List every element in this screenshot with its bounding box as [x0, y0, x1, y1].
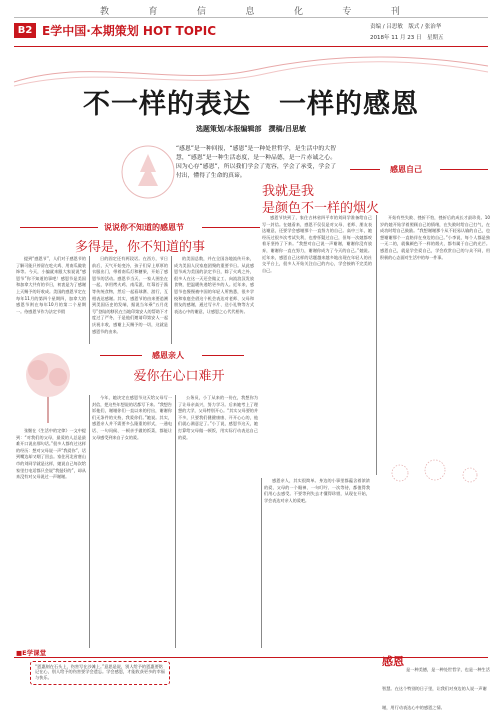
banner-chars: [100, 4, 400, 17]
banner-char: 育: [148, 7, 158, 17]
article-column: 公务员，小丁从来的一份在，我想你为了让母亲高兴，努力学习。后来她考上了理想的大学，父母特别开心。“其实父母要的并不多，只要我们健健康康、开开心心的，他们就心满意足了。”小丁说，感恩节这天，她打算给父母做一顿饭，用实际行动表达自己的爱。: [178, 395, 258, 440]
footer-quote-box: [30, 661, 170, 685]
banner-char: 信: [196, 7, 206, 17]
mid-kicker-text: 感恩亲人: [152, 351, 184, 360]
section-title: E学中国·本期策划 HOT TOPIC: [42, 24, 216, 38]
banner-char: 息: [245, 7, 255, 17]
article-column: 感恩节快到了，家住吉林省四平市的刘同学准备给自己写一封信。在她看来，感恩不仅仅是对父母、老师、朋友表达谢意，还要学会感谢那个一直努力的自己。高中三年，她经历过很多次考试失利，也曾怀疑过自己，但每一次她都咬着牙坚持了下来。“我想对自己说一声谢谢，谢谢你没有放弃，谢谢你一直在努力，谢谢你成为了今天的自己。”她说。近年来，感恩自己这样的话题越来越多地出现在年轻人的社交平台上，很多人开始关注自己的内心，学会接纳不完美的自己。: [262, 215, 372, 273]
tree-illustration-icon: [18, 345, 78, 425]
article-column: 感恩亲人，其实很简单。身边的小事里都蕴含着浓浓的爱，父母的一个眼神、一句叮咛、一次等待，都值得我们用心去感受。不要等到失去才懂得珍惜，从现在开始，学会表达对亲人的爱吧。: [264, 478, 370, 503]
date-line: 2018年 11 月 23 日 星期五: [370, 35, 444, 41]
footer-tip-text: 是一种美德，是一种处世哲学，也是一种生活智慧。在这个特别的日子里，让我们对身边的人说一声谢谢，用行动表达心中的感恩之情。: [382, 667, 490, 710]
right-kicker-text: 感恩自己: [390, 165, 422, 174]
page-title: 不一样的表达 一样的感恩: [83, 89, 419, 120]
banner-char: 刊: [390, 7, 400, 17]
left-kicker-text: 说说你不知道的感恩节: [104, 223, 184, 232]
article-column: 张继在《生活中的定律》一文中提到：“对我们的父母，最爱的人总是最难开口说出那句话。”很多人都有过这样的经历：想对父母说一声“我爱你”，话到嘴边却又咽了回去。家住河北省唐山市的刘同学就是这样，她说自己每次给家里打电话都只会说“我挺好的”，却从来没有对父母说过一声谢谢。: [16, 428, 86, 480]
article-column: 日的固定还有两段话。在西方，节日前后，天气开始变冷，孩子们穿上厚厚的衣服出门，带着南瓜灯和糖果，开始了感恩节的活动。感恩节当天，一家人围坐在一起，享用烤火鸡、南瓜派、红莓苔子酱等传统食物，然后一起看球赛、游行，互相表达感谢。其实，感恩节的由来要追溯到美国历史的发端，据说当年乘“五月花号”登陆的移民在当地印第安人的帮助下才度过了严冬，于是他们邀请印第安人一起庆祝丰收，感谢上天赐予的一切，这就是感恩节的由来。: [92, 256, 168, 334]
decorative-bubbles-icon: [380, 458, 490, 488]
footer-tag: ■E学课堂: [16, 649, 47, 657]
footer-quote: “恩惠刻在石头上，伤害写在沙滩上。”意思是说，别人给予的恩惠要铭记在心，别人给予的伤害要学会遗忘。学会感恩，才能收获更多的幸福与快乐。: [35, 664, 165, 680]
edition-line: 责编 / 吕思敏 版式 / 张治华: [370, 24, 442, 30]
section-code-badge: B2: [14, 23, 36, 38]
intro-paragraph: “感恩”是一种回报，“感恩”是一种处世哲学，是生活中的大智慧，“感恩”是一种生活态度，是一种品德，是一片赤诚之心。因为心存“感恩”，所以我们学会了宽容，学会了承受，学会了付出，懂得了生命的真谛。: [176, 146, 336, 179]
banner-char: 化: [293, 7, 303, 17]
banner-char: 专: [342, 7, 352, 17]
footer-tip: [382, 655, 490, 710]
mid-headline: 爱你在心口难开: [133, 369, 225, 384]
article-column: 开始有些失败、挫折不怕，挫折后的成长才最珍贵。10岁的她开始学着照顾自己的情绪，在失败时给自己打气，在成功时给自己鼓励。“我想谢谢那个从不轻易认输的自己，也想谢谢那个一直陪伴在身边的自己。”小李说，每个人都是独一无二的，就像颜色不一样的烟火，都有属于自己的光芒。感恩自己，就是学会爱自己，学会欣赏自己的与众不同，用积极的心态面对生活中的每一件事。: [380, 215, 490, 260]
banner-top-rule: [14, 17, 488, 18]
banner-char: 教: [100, 7, 110, 17]
right-headline-1: 我就是我: [262, 184, 315, 199]
article-column: 的美国总数，并在全国各地流传开来，成为美国人民家庭团聚的重要节日。从此感恩节成为美国的法定节日，除了火鸡之外，很多人在这一天还会做义工、向流浪汉发放食物，把温暖传递给更多的人。近年来，感恩节也慢慢被中国的年轻人所熟悉，很多学校和家庭会借这个机会表达对老师、父母和朋友的感谢，通过写卡片、送小礼物等方式表达心中的谢意，让感恩之心代代相传。: [174, 256, 254, 314]
left-headline: 多得是，你不知道的事: [74, 240, 205, 255]
tree-ornament-icon: [118, 142, 178, 202]
banner: [0, 0, 502, 52]
byline: 选题策划/本报编辑部 撰稿/吕思敏: [195, 125, 307, 133]
article-column: 提到“感恩节”，人们对于感恩节的了解可能只停留在吃火鸡、用南瓜做装饰等。今天，小编就来跟大家说说“感恩节”你不知道的事吧！感恩节是美国和加拿大共有的节日，初衷是为了感谢上天赐予的好收成。美国的感恩节定在每年11月的第四个星期四，加拿大的感恩节则在每年10月的第二个星期一。待感恩节作为法定节假: [16, 256, 86, 314]
right-headline-2: 是颜色不一样的烟火: [262, 201, 380, 216]
article-column: 今年，她决定在感恩节这天给父母写一封信，把这些年想说的话都写下来。“我想告诉他们，谢谢你们一直以来的付出，谢谢你们无条件的支持，我爱你们。”她说。其实，感恩亲人并不需要多么隆重的形式，一通电话、一句问候、一顿亲手做的饭菜，都能让父母感受到来自子女的爱。: [92, 395, 172, 440]
footer-tip-title: 感恩: [382, 655, 404, 668]
banner-bottom-rule: [14, 46, 488, 47]
